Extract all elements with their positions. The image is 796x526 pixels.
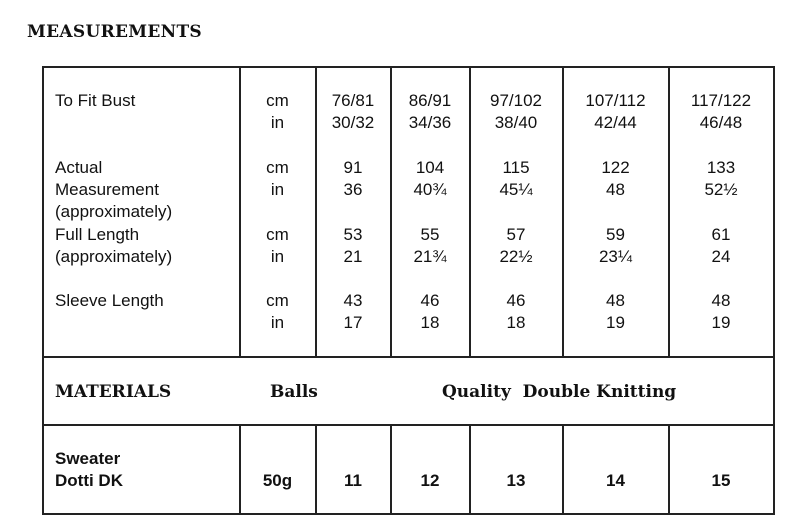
value-cell: 46 18 bbox=[420, 291, 440, 332]
value-cell: 133 52½ bbox=[704, 158, 738, 199]
balls-value: 14 bbox=[606, 471, 625, 490]
value-cell: 46 18 bbox=[506, 291, 526, 332]
table-border-bottom bbox=[42, 513, 775, 515]
value-cell: 43 17 bbox=[343, 291, 363, 332]
value-cell: 55 21¾ bbox=[413, 225, 447, 266]
row-divider bbox=[42, 356, 775, 358]
balls-value: 12 bbox=[420, 471, 440, 490]
unit-cell: cm in bbox=[266, 225, 289, 266]
row-label: To Fit Bust bbox=[55, 91, 136, 110]
value-cell: 57 22½ bbox=[499, 225, 533, 266]
balls-value: 11 bbox=[344, 471, 362, 490]
value-cell: 91 36 bbox=[343, 158, 363, 199]
value-cell: 59 23¼ bbox=[598, 225, 633, 266]
unit-cell: cm in bbox=[266, 158, 289, 199]
balls-value: 13 bbox=[506, 471, 526, 490]
row-label: Actual Measurement (approximately) bbox=[55, 158, 173, 221]
table-border-left bbox=[42, 66, 44, 515]
yarn-label: Sweater Dotti DK bbox=[55, 449, 123, 490]
table-border-right bbox=[773, 66, 775, 515]
value-cell: 104 40¾ bbox=[413, 158, 447, 199]
value-cell: 48 19 bbox=[711, 291, 731, 332]
value-cell: 61 24 bbox=[711, 225, 731, 266]
table-border-top bbox=[42, 66, 775, 68]
value-cell: 122 48 bbox=[601, 158, 630, 199]
unit-cell: cm in bbox=[266, 291, 289, 332]
value-cell: 53 21 bbox=[343, 225, 363, 266]
value-cell: 76/81 30/32 bbox=[331, 91, 375, 132]
row-label: Sleeve Length bbox=[55, 291, 164, 310]
value-cell: 115 45¼ bbox=[499, 158, 533, 199]
page-heading: MEASUREMENTS bbox=[27, 22, 202, 42]
value-cell: 86/91 34/36 bbox=[408, 91, 452, 132]
row-label: Full Length (approximately) bbox=[55, 225, 173, 266]
row-divider bbox=[42, 424, 775, 426]
value-cell: 107/112 42/44 bbox=[585, 91, 646, 132]
measurements-table bbox=[42, 66, 775, 515]
value-cell: 117/122 46/48 bbox=[690, 91, 752, 132]
ball-weight: 50g bbox=[262, 471, 293, 490]
unit-cell: cm in bbox=[266, 91, 289, 132]
value-cell: 48 19 bbox=[606, 291, 625, 332]
value-cell: 97/102 38/40 bbox=[490, 91, 542, 132]
balls-label: Balls bbox=[270, 382, 318, 402]
balls-value: 15 bbox=[711, 471, 731, 490]
materials-label: MATERIALS bbox=[55, 382, 172, 402]
quality-label: Quality Double Knitting bbox=[442, 382, 677, 402]
